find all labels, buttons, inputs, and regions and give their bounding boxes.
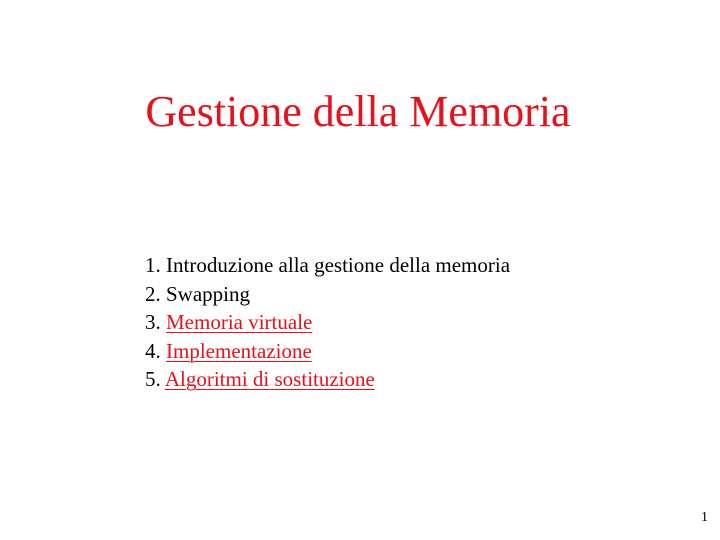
agenda-item-number: 3. [145,310,161,334]
agenda-item [145,308,510,337]
agenda-list [145,251,510,394]
agenda-item [145,251,510,280]
agenda-item-label: Swapping [166,281,250,306]
agenda-item-label: Introduzione alla gestione della memoria [166,253,511,277]
agenda-link-implementazione[interactable]: Implementazione [166,338,312,363]
agenda-item-number: 2. [145,281,161,306]
agenda-item [145,280,510,309]
agenda-item [145,365,510,394]
agenda-item-number: 4. [145,338,161,363]
agenda-link-algoritmi-di-sostituzione[interactable]: Algoritmi di sostituzione [164,367,375,391]
slide-title: Gestione della Memoria [145,87,571,136]
agenda-link-memoria-virtuale[interactable]: Memoria virtuale [166,310,313,334]
page-number: 1 [701,510,708,525]
agenda-item-number: 1. [145,253,161,277]
agenda-item [145,337,510,366]
agenda-item-number: 5. [145,367,161,391]
